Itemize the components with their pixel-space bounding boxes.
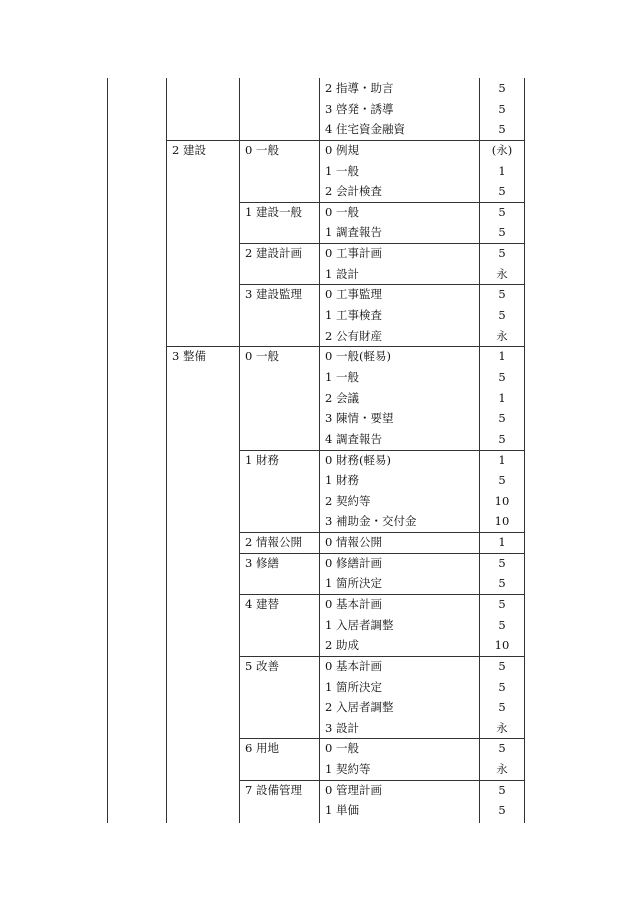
retention-period: 5 — [498, 680, 506, 694]
item-label: 0 修繕計画 — [325, 556, 382, 570]
category-code: 1 建設一般 — [245, 205, 302, 219]
section-code: 2 建設 — [172, 143, 206, 157]
item-label: 0 一般(軽易) — [325, 349, 391, 363]
item-label: 0 工事計画 — [325, 246, 382, 260]
item-label: 3 設計 — [325, 721, 359, 735]
category-code: 7 設備管理 — [245, 783, 302, 797]
retention-period: 5 — [498, 287, 506, 301]
retention-period: 5 — [498, 102, 506, 116]
column-rule — [319, 78, 320, 823]
retention-period: 1 — [498, 164, 506, 178]
item-label: 4 調査報告 — [325, 432, 382, 446]
item-label: 4 住宅資金融資 — [325, 122, 405, 136]
retention-period: 永 — [496, 762, 508, 776]
retention-period: (永) — [491, 143, 513, 157]
item-label: 1 財務 — [325, 473, 359, 487]
category-code: 3 修繕 — [245, 556, 279, 570]
item-label: 1 箇所決定 — [325, 576, 382, 590]
retention-period: 5 — [498, 597, 506, 611]
item-label: 1 箇所決定 — [325, 680, 382, 694]
category-code: 4 建替 — [245, 597, 279, 611]
item-label: 0 例規 — [325, 143, 359, 157]
item-label: 0 基本計画 — [325, 597, 382, 611]
section-code: 3 整備 — [172, 349, 206, 363]
item-label: 2 会議 — [325, 391, 359, 405]
item-label: 1 工事検査 — [325, 308, 382, 322]
retention-period: 1 — [498, 535, 506, 549]
retention-period: 永 — [496, 721, 508, 735]
retention-period: 5 — [498, 205, 506, 219]
retention-period: 5 — [498, 659, 506, 673]
retention-period: 5 — [498, 618, 506, 632]
retention-period: 10 — [494, 494, 510, 508]
category-code: 0 一般 — [245, 143, 279, 157]
item-label: 3 陳情・要望 — [325, 411, 394, 425]
retention-period: 永 — [496, 329, 508, 343]
item-label: 0 管理計画 — [325, 783, 382, 797]
item-label: 1 一般 — [325, 164, 359, 178]
item-label: 0 一般 — [325, 741, 359, 755]
item-label: 0 情報公開 — [325, 535, 382, 549]
item-label: 0 基本計画 — [325, 659, 382, 673]
retention-period: 5 — [498, 803, 506, 817]
retention-period: 1 — [498, 453, 506, 467]
item-label: 2 契約等 — [325, 494, 371, 508]
retention-period: 5 — [498, 370, 506, 384]
item-label: 0 一般 — [325, 205, 359, 219]
item-label: 1 契約等 — [325, 762, 371, 776]
retention-period: 5 — [498, 700, 506, 714]
item-label: 0 工事監理 — [325, 287, 382, 301]
item-label: 1 単価 — [325, 803, 359, 817]
retention-period: 5 — [498, 556, 506, 570]
category-code: 2 情報公開 — [245, 535, 302, 549]
category-code: 2 建設計画 — [245, 246, 302, 260]
retention-period: 10 — [494, 638, 510, 652]
retention-period: 5 — [498, 225, 506, 239]
retention-period: 1 — [498, 349, 506, 363]
item-label: 1 調査報告 — [325, 225, 382, 239]
retention-period: 5 — [498, 246, 506, 260]
category-code: 0 一般 — [245, 349, 279, 363]
item-label: 3 啓発・誘導 — [325, 102, 394, 116]
retention-period: 5 — [498, 308, 506, 322]
item-label: 1 一般 — [325, 370, 359, 384]
column-rule — [107, 78, 108, 823]
column-rule — [239, 78, 240, 823]
category-code: 6 用地 — [245, 741, 279, 755]
item-label: 2 会計検査 — [325, 184, 382, 198]
column-rule — [479, 78, 480, 823]
category-code: 3 建設監理 — [245, 287, 302, 301]
retention-period: 5 — [498, 122, 506, 136]
item-label: 0 財務(軽易) — [325, 453, 391, 467]
column-rule — [166, 78, 167, 823]
retention-period: 1 — [498, 391, 506, 405]
item-label: 1 入居者調整 — [325, 618, 394, 632]
retention-period: 10 — [494, 514, 510, 528]
item-label: 3 補助金・交付金 — [325, 514, 417, 528]
retention-period: 永 — [496, 267, 508, 281]
category-code: 1 財務 — [245, 453, 279, 467]
retention-period: 5 — [498, 473, 506, 487]
category-code: 5 改善 — [245, 659, 279, 673]
retention-period: 5 — [498, 184, 506, 198]
retention-period: 5 — [498, 81, 506, 95]
item-label: 2 公有財産 — [325, 329, 382, 343]
retention-period: 5 — [498, 741, 506, 755]
item-label: 2 入居者調整 — [325, 700, 394, 714]
column-rule — [524, 78, 525, 823]
retention-period: 5 — [498, 411, 506, 425]
item-label: 2 指導・助言 — [325, 81, 394, 95]
retention-period: 5 — [498, 576, 506, 590]
item-label: 2 助成 — [325, 638, 359, 652]
retention-period: 5 — [498, 783, 506, 797]
retention-period: 5 — [498, 432, 506, 446]
item-label: 1 設計 — [325, 267, 359, 281]
